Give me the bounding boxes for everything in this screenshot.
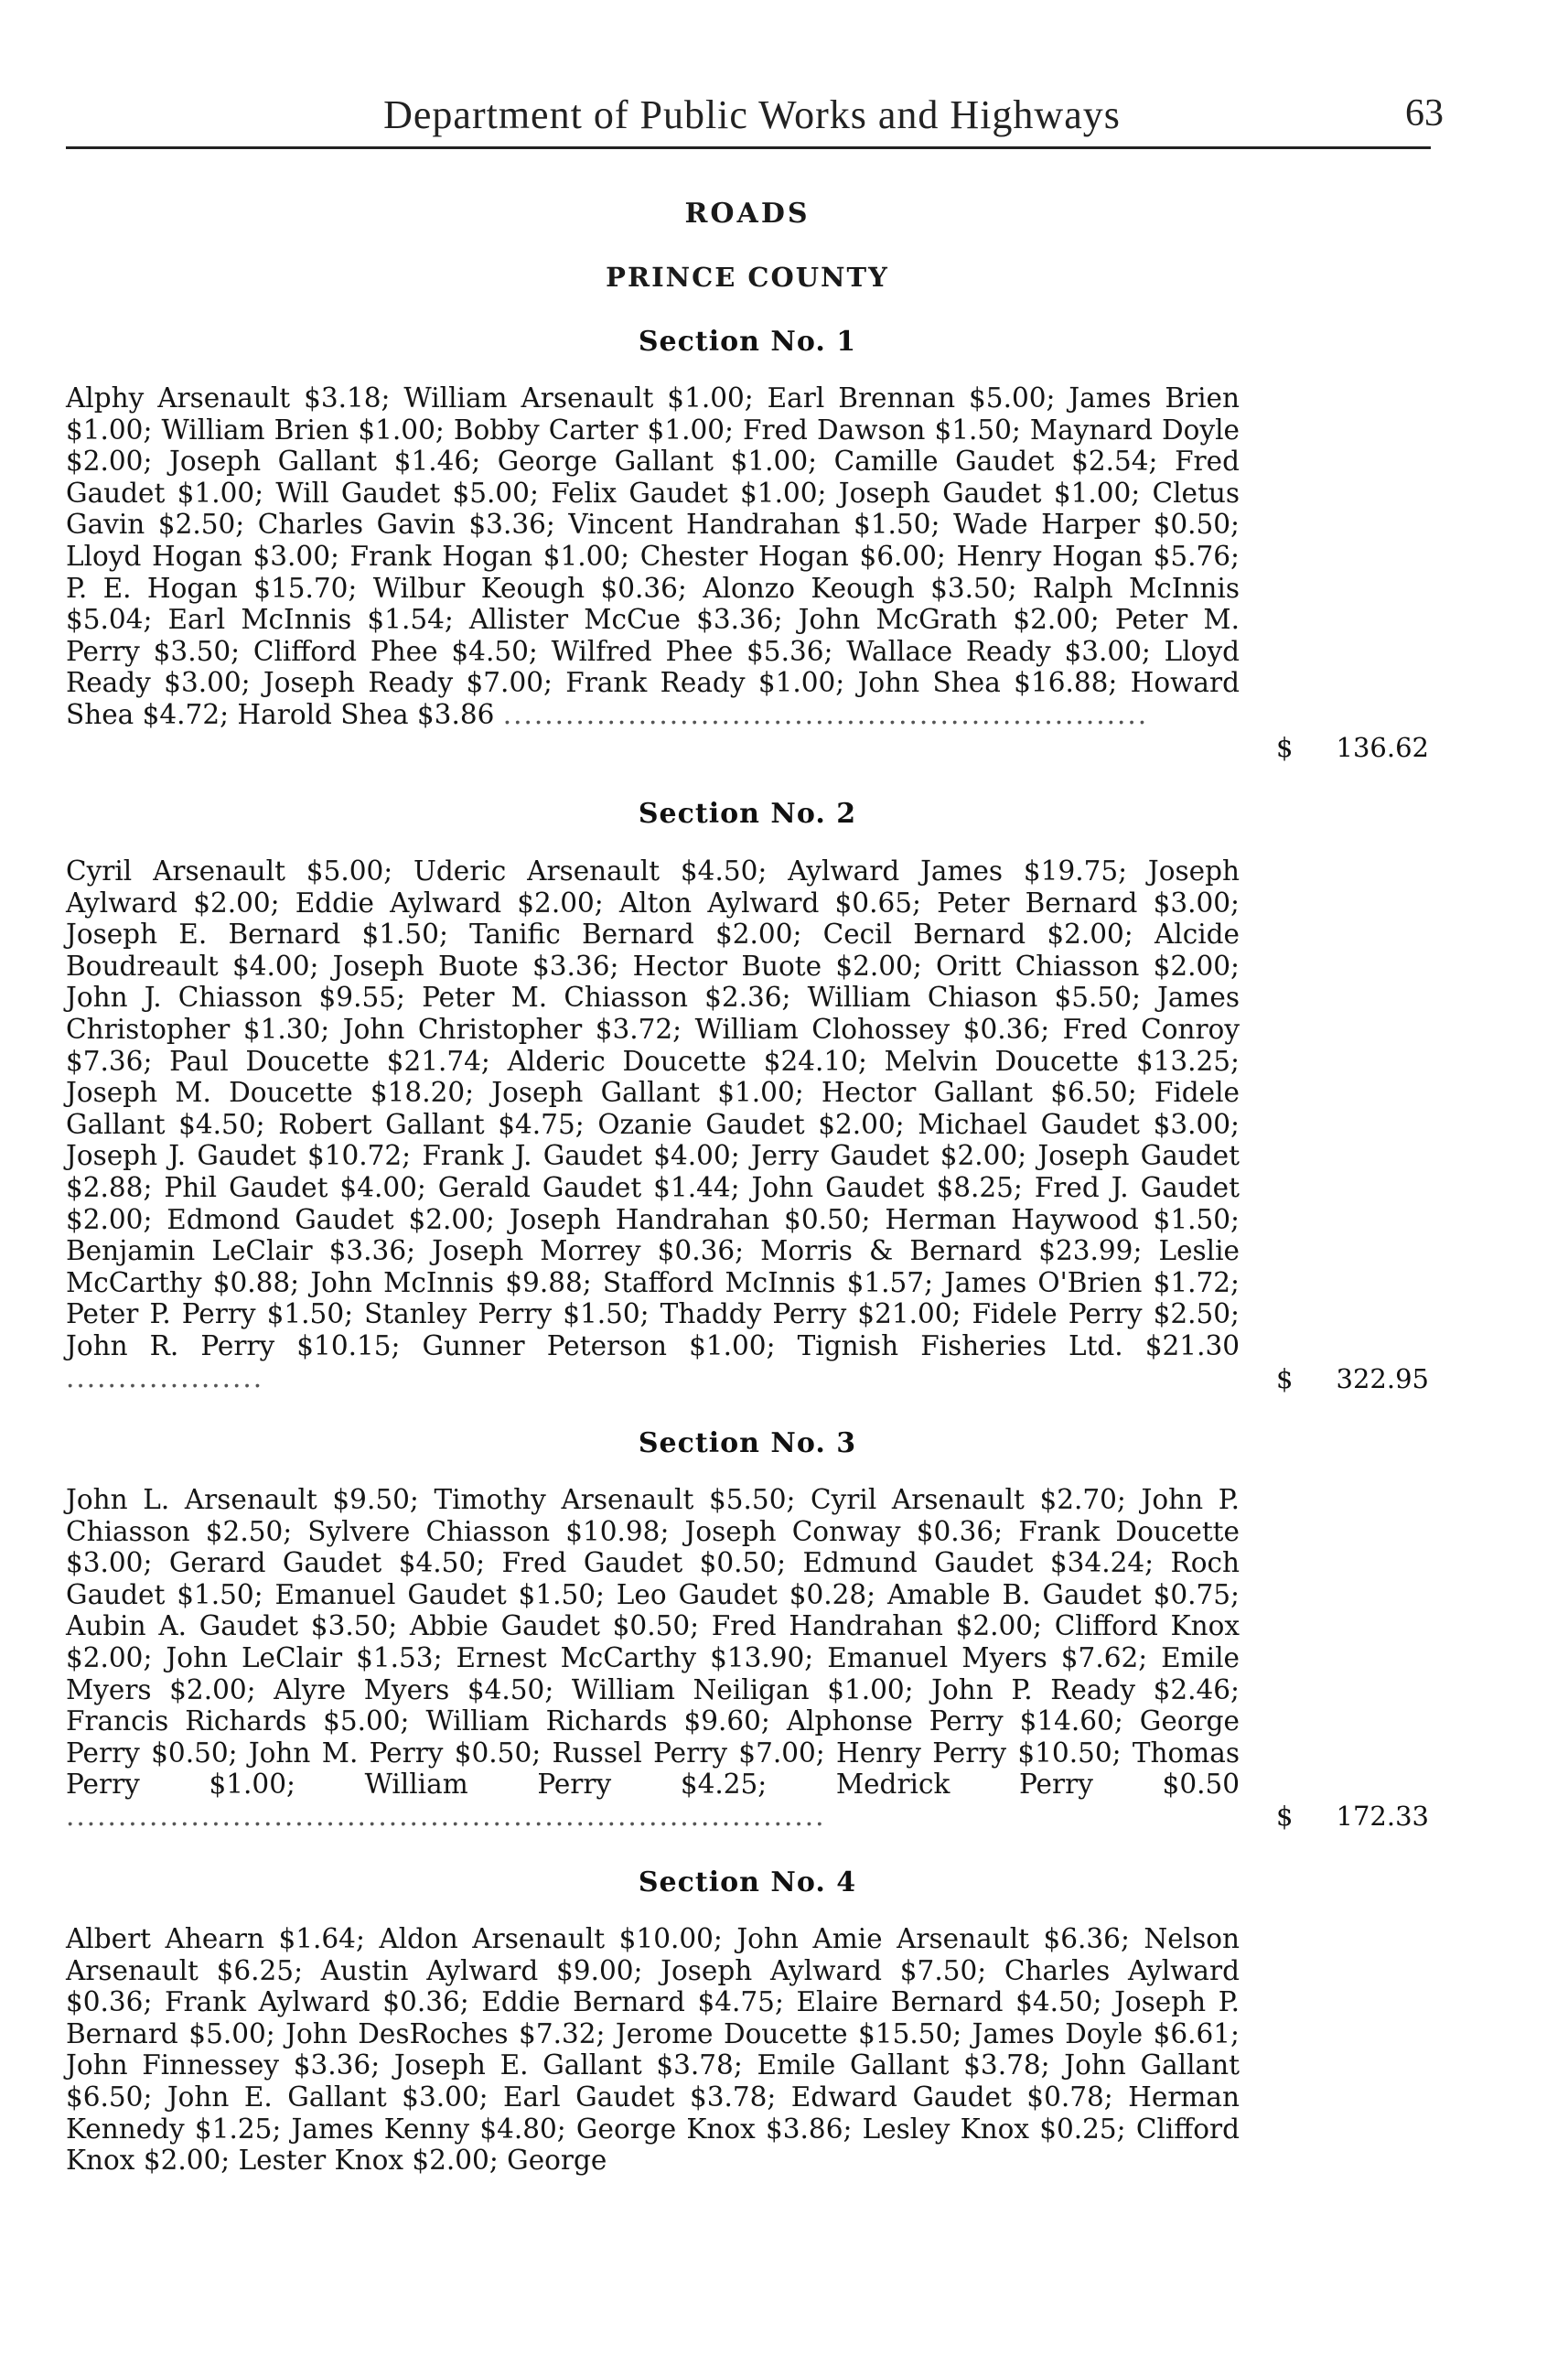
section-total: 136.62 (1336, 732, 1429, 763)
section-total: 172.33 (1336, 1801, 1429, 1832)
currency-symbol: $ (1276, 732, 1294, 763)
currency-symbol: $ (1276, 1363, 1294, 1394)
section-body (66, 382, 1240, 731)
header-rule (66, 146, 1431, 149)
department-title: Department of Public Works and Highways (383, 92, 1121, 137)
section-body (66, 1923, 1240, 2177)
section-text: Albert Ahearn $1.64; Aldon Arsenault $10.00; John Amie Arsenault $6.36; Nelson Arsenault $6.25; Austin Aylward $9.00; Joseph Aylward $7.50; Charles Aylward $0.36; Frank Aylward $0.36; Eddie Bernard $4.75; Elaire Bernard $4.50; Joseph P. Bernard $5.00; John DesRoches $7.32; Jerome Doucette $15.50; James Doyle $6.61; John Finnessey $3.36; Joseph E. Gallant $3.78; Emile Gallant $3.78; John Gallant $6.50; John E. Gallant $3.00; Earl Gaudet $3.78; Edward Gaudet $0.78; Herman Kennedy $1.25; James Kenny $4.80; George Knox $3.86; Lesley Knox $0.25; Clifford Knox $2.00; Lester Knox $2.00; George (66, 1923, 1240, 2177)
section-title: Section No. 1 (638, 326, 857, 358)
section-text: John L. Arsenault $9.50; Timothy Arsenault $5.50; Cyril Arsenault $2.70; John P. Chiasson $2.50; Sylvere Chiasson $10.98; Joseph Conway $0.36; Frank Doucette $3.00; Gerard Gaudet $4.50; Fred Gaudet $0.50; Edmund Gaudet $34.24; Roch Gaudet $1.50; Emanuel Gaudet $1.50; Leo Gaudet $0.28; Amable B. Gaudet $0.75; Aubin A. Gaudet $3.50; Abbie Gaudet $0.50; Fred Handrahan $2.00; Clifford Knox $2.00; John LeClair $1.53; Ernest McCarthy $13.90; Emanuel Myers $7.62; Emile Myers $2.00; Alyre Myers $4.50; William Neiligan $1.00; John P. Ready $2.46; Francis Richards $5.00; William Richards $9.60; Alphonse Perry $14.60; George Perry $0.50; John M. Perry $0.50; Russel Perry $7.00; Henry Perry $10.50; Thomas Perry $1.00; William Perry $4.25; Medrick Perry $0.50 (66, 1484, 1240, 1801)
page-number: 63 (1405, 92, 1444, 134)
section-text: Alphy Arsenault $3.18; William Arsenault $1.00; Earl Brennan $5.00; James Brien $1.00; William Brien $1.00; Bobby Carter $1.00; Fred Dawson $1.50; Maynard Doyle $2.00; Joseph Gallant $1.46; George Gallant $1.00; Camille Gaudet $2.54; Fred Gaudet $1.00; Will Gaudet $5.00; Felix Gaudet $1.00; Joseph Gaudet $1.00; Cletus Gavin $2.50; Charles Gavin $3.36; Vincent Handrahan $1.50; Wade Harper $0.50; Lloyd Hogan $3.00; Frank Hogan $1.00; Chester Hogan $6.00; Henry Hogan $5.76; P. E. Hogan $15.70; Wilbur Keough $0.36; Alonzo Keough $3.50; Ralph McInnis $5.04; Earl McInnis $1.54; Allister McCue $3.36; John McGrath $2.00; Peter M. Perry $3.50; Clifford Phee $4.50; Wilfred Phee $5.36; Wallace Ready $3.00; Lloyd Ready $3.00; Joseph Ready $7.00; Frank Ready $1.00; John Shea $16.88; Howard Shea $4.72; Harold Shea $3.86 (66, 382, 1240, 730)
dot-leader: .............................................................. (502, 698, 1149, 730)
dot-leader: ................... (66, 1361, 264, 1393)
section-title: Section No. 3 (638, 1427, 857, 1459)
section-body (66, 1484, 1240, 1833)
section-text: Cyril Arsenault $5.00; Uderic Arsenault $4.50; Aylward James $19.75; Joseph Aylward $2.00; Eddie Aylward $2.00; Alton Aylward $0.65; Peter Bernard $3.00; Joseph E. Bernard $1.50; Tanific Bernard $2.00; Cecil Bernard $2.00; Alcide Boudreault $4.00; Joseph Buote $3.36; Hector Buote $2.00; Oritt Chiasson $2.00; John J. Chiasson $9.55; Peter M. Chiasson $2.36; William Chiason $5.50; James Christopher $1.30; John Christopher $3.72; William Clohossey $0.36; Fred Conroy $7.36; Paul Doucette $21.74; Alderic Doucette $24.10; Melvin Doucette $13.25; Joseph M. Doucette $18.20; Joseph Gallant $1.00; Hector Gallant $6.50; Fidele Gallant $4.50; Robert Gallant $4.75; Ozanie Gaudet $2.00; Michael Gaudet $3.00; Joseph J. Gaudet $10.72; Frank J. Gaudet $4.00; Jerry Gaudet $2.00; Joseph Gaudet $2.88; Phil Gaudet $4.00; Gerald Gaudet $1.44; John Gaudet $8.25; Fred J. Gaudet $2.00; Edmond Gaudet $2.00; Joseph Handrahan $0.50; Herman Haywood $1.50; Benjamin LeClair $3.36; Joseph Morrey $0.36; Morris & Bernard $23.99; Leslie McCarthy $0.88; John McInnis $9.88; Stafford McInnis $1.57; James O'Brien $1.72; Peter P. Perry $1.50; Stanley Perry $1.50; Thaddy Perry $21.00; Fidele Perry $2.50; John R. Perry $10.15; Gunner Peterson $1.00; Tignish Fisheries Ltd. $21.30 (66, 855, 1240, 1361)
dot-leader: ......................................................................... (66, 1800, 826, 1832)
section-title: Section No. 2 (638, 798, 857, 830)
section-total: 322.95 (1336, 1363, 1429, 1394)
section-body (66, 855, 1240, 1393)
heading-county: PRINCE COUNTY (606, 262, 889, 293)
section-title: Section No. 4 (638, 1866, 857, 1898)
currency-symbol: $ (1276, 1801, 1294, 1832)
heading-roads: ROADS (684, 198, 811, 230)
